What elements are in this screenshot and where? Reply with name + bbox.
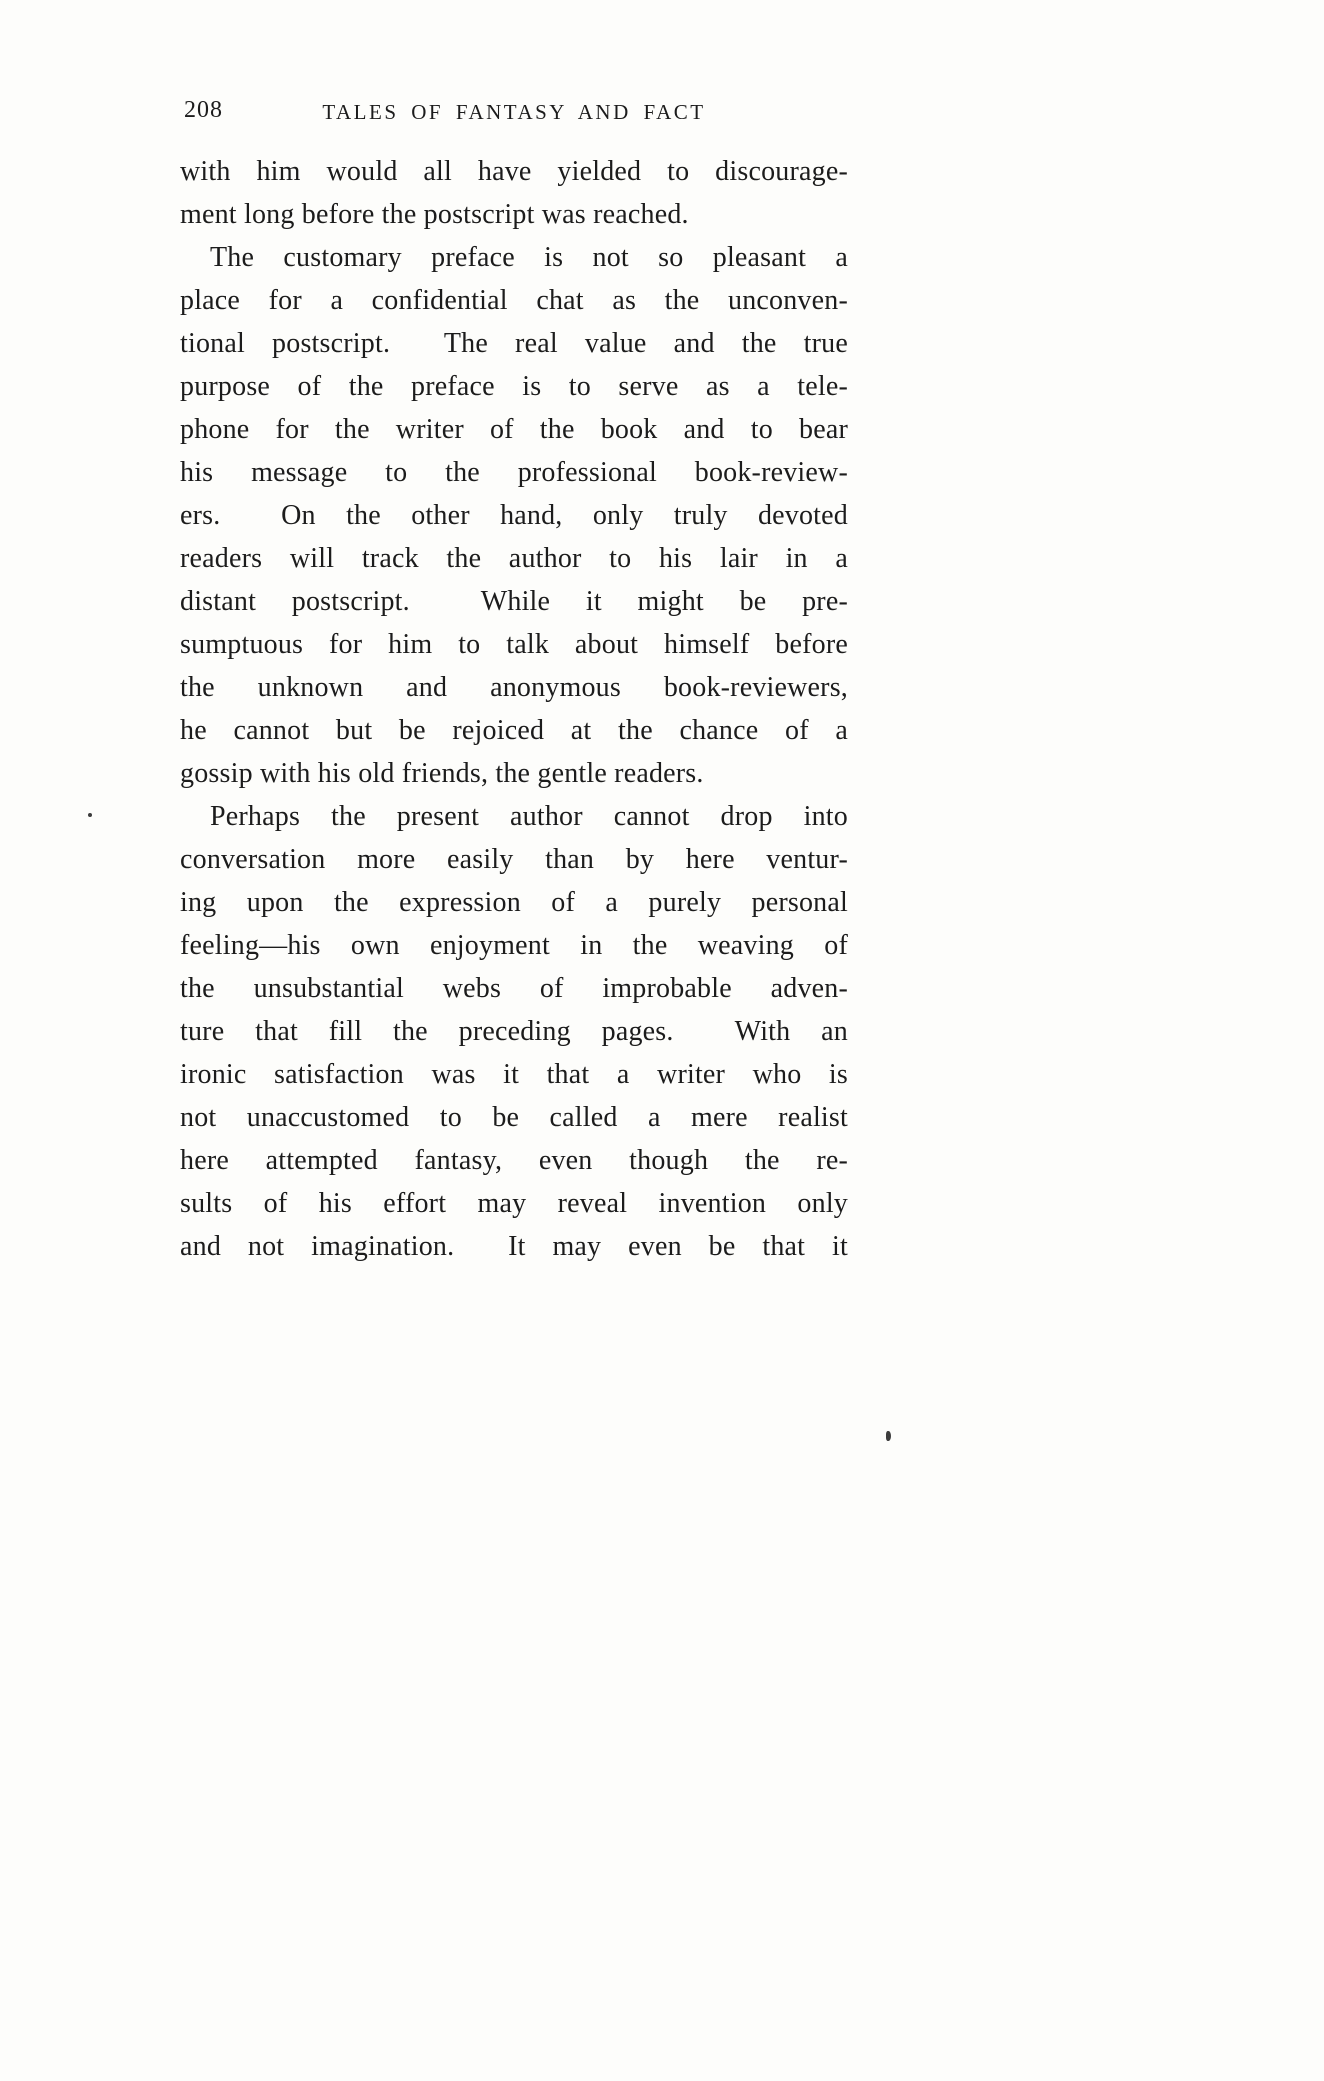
ink-speck bbox=[886, 1431, 891, 1441]
text-line: sults of his effort may reveal invention only bbox=[180, 1188, 848, 1219]
text-line: The customary preface is not so pleasant a bbox=[210, 242, 848, 273]
text-line: gossip with his old friends, the gentle readers. bbox=[180, 758, 704, 789]
text-line: sumptuous for him to talk about himself before bbox=[180, 629, 848, 660]
text-line: ment long before the postscript was reached. bbox=[180, 199, 689, 230]
text-block bbox=[180, 150, 848, 1268]
text-line: his message to the professional book-review- bbox=[180, 457, 848, 488]
text-line: readers will track the author to his lair in a bbox=[180, 543, 848, 574]
ink-speck bbox=[88, 813, 92, 817]
text-line: distant postscript. While it might be pre- bbox=[180, 586, 848, 617]
text-line: ture that fill the preceding pages. With an bbox=[180, 1016, 848, 1047]
text-line: place for a confidential chat as the unconven- bbox=[180, 285, 848, 316]
text-line: here attempted fantasy, even though the re- bbox=[180, 1145, 848, 1176]
text-line: conversation more easily than by here ventur- bbox=[180, 844, 848, 875]
text-line: the unknown and anonymous book-reviewers, bbox=[180, 672, 848, 703]
text-line: purpose of the preface is to serve as a tele- bbox=[180, 371, 848, 402]
text-line: with him would all have yielded to discourage- bbox=[180, 156, 848, 187]
text-line: Perhaps the present author cannot drop into bbox=[210, 801, 848, 832]
text-line: ironic satisfaction was it that a writer who is bbox=[180, 1059, 848, 1090]
text-line: and not imagination. It may even be that it bbox=[180, 1231, 848, 1262]
text-line: the unsubstantial webs of improbable adven- bbox=[180, 973, 848, 1004]
text-line: tional postscript. The real value and the true bbox=[180, 328, 848, 359]
page-header bbox=[180, 96, 848, 132]
text-line: he cannot but be rejoiced at the chance of a bbox=[180, 715, 848, 746]
text-line: phone for the writer of the book and to bear bbox=[180, 414, 848, 445]
text-line: not unaccustomed to be called a mere realist bbox=[180, 1102, 848, 1133]
page-number: 208 bbox=[184, 97, 223, 123]
text-line: ers. On the other hand, only truly devoted bbox=[180, 500, 848, 531]
text-line: feeling—his own enjoyment in the weaving of bbox=[180, 930, 848, 961]
running-title: TALES OF FANTASY AND FACT bbox=[322, 100, 706, 124]
text-line: ing upon the expression of a purely personal bbox=[180, 887, 848, 918]
